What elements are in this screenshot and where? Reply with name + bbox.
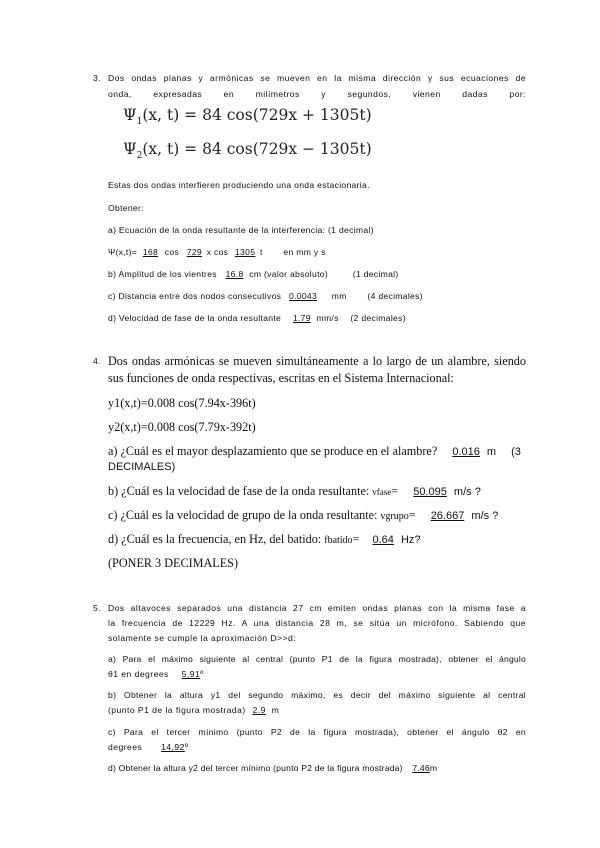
question-5d-text: d) Obtener la altura y2 del tercer mínimo (punto P2 de la figura mostrada): [108, 763, 403, 773]
problem-5-question-b-line-2: [108, 705, 279, 715]
equation-psi-2-lhs: Ψ: [123, 140, 137, 158]
problem-5-line-3: solamente se cumple la aproximación D>>d:: [108, 633, 297, 643]
problem-3-line-2: onda, expresadas en milímetros y segundos, vienen dadas por:: [108, 89, 526, 99]
problem-5-question-c-line-1: c) Para el tercer mínimo (punto P2 de la figura mostrada), obtener el ángulo θ2 en: [108, 727, 526, 737]
problem-4-question-c: [108, 508, 498, 523]
problem-4-question-a: [108, 444, 521, 459]
problem-3-number: 3.: [93, 73, 102, 83]
problem-4-line-1: Dos ondas armónicas se mueven simultáneamente a lo largo de un alambre, siendo: [108, 354, 526, 368]
question-5b-unit: m: [271, 705, 280, 715]
question-4a-unit: m: [486, 446, 497, 458]
problem-3-line-1: Dos ondas planas y armónicas se mueven en la misma dirección y sus ecuaciones de: [108, 73, 526, 83]
problem-4-question-d: [108, 532, 421, 547]
question-4c-symbol: vgrupo: [380, 511, 409, 522]
problem-3-question-a: a) Ecuación de la onda resultante de la interferencia: (1 decimal): [108, 225, 374, 235]
problem-3-question-d: [108, 313, 406, 323]
question-b-unit: cm (valor absoluto): [249, 269, 329, 279]
question-4b-unit: m/s ?: [453, 486, 481, 498]
question-4b-equals: =: [391, 484, 399, 498]
question-4d-text: d) ¿Cuál es la frecuencia, en Hz, del batido:: [108, 532, 322, 546]
psi-omega-answer[interactable]: 1305: [234, 247, 256, 257]
question-5c-unit: º: [184, 742, 189, 752]
psi-prefix: Ψ(x,t)=: [108, 247, 138, 257]
equation-psi-2-rest: (x, t) = 84 cos(729x − 1305t): [142, 140, 372, 158]
psi-t: t: [260, 247, 263, 257]
problem-5-question-b-line-1: b) Obtener la altura y1 del segundo máximo, es decir del máximo siguiente al central: [108, 690, 526, 700]
problem-5-number: 5.: [93, 603, 102, 613]
question-5d-unit: m: [429, 763, 438, 773]
problem-5-line-1: Dos altavoces separados una distancia 27 cm emiten ondas planas con la misma fase a: [108, 603, 526, 613]
problem-5-question-c-line-2: [108, 742, 188, 752]
problem-3-intro: Estas dos ondas interfieren produciendo una onda estacionaria.: [108, 180, 370, 190]
question-4b-symbol: vfase: [372, 487, 392, 497]
angle-theta-1-answer[interactable]: 5,91: [181, 669, 201, 679]
problem-4-number: 4.: [93, 356, 101, 366]
problem-5-line-2: la frecuencia de 12229 Hz. A una distancia 28 m, se sitúa un micrófono. Sabiendo que: [108, 618, 526, 628]
problem-4-note: (PONER 3 DECIMALES): [108, 556, 238, 570]
question-4d-unit: Hz?: [400, 534, 421, 546]
angle-theta-2-answer[interactable]: 14,92: [161, 742, 185, 752]
beat-frequency-answer[interactable]: 0.64: [372, 534, 394, 546]
question-b-text: b) Amplitud de los vientres: [108, 269, 217, 279]
question-c-unit: mm: [331, 291, 347, 301]
problem-3-psi-answer-row: [108, 247, 326, 257]
question-4a-text: a) ¿Cuál es el mayor desplazamiento que se produce en el alambre?: [108, 444, 438, 458]
equation-psi-1-sub: 1: [136, 117, 143, 128]
psi-amplitude-answer[interactable]: 168: [142, 247, 159, 257]
problem-3-question-b: [108, 269, 399, 279]
equation-psi-1-lhs: Ψ: [123, 106, 137, 124]
psi-mid: x cos: [206, 247, 229, 257]
problem-4-question-b: [108, 484, 481, 499]
phase-velocity-answer[interactable]: 1.79: [292, 313, 311, 323]
problem-3-obtener: Obtener:: [108, 203, 144, 213]
problem-5-question-a-line-2: [108, 669, 204, 679]
question-4c-unit: m/s ?: [471, 510, 499, 522]
problem-5-question-d: [108, 763, 437, 773]
max-displacement-answer[interactable]: 0.016: [452, 446, 480, 458]
question-4a-note: (3: [511, 446, 521, 458]
problem-5-question-a-line-1: a) Para el máximo siguiente al central (punto P1 de la figura mostrada), obtener el ángulo: [108, 654, 526, 664]
psi-cos-1: cos: [164, 247, 180, 257]
psi-units: en mm y s: [283, 247, 326, 257]
question-d-note: (2 decimales): [350, 313, 406, 323]
equation-psi-2: [123, 140, 372, 161]
equation-psi-1-rest: (x, t) = 84 cos(729x + 1305t): [142, 106, 372, 124]
equation-psi-1: [123, 106, 372, 127]
question-d-unit: mm/s: [316, 313, 339, 323]
equation-psi-2-sub: 2: [136, 151, 143, 162]
psi-k-answer[interactable]: 729: [186, 247, 202, 257]
question-d-text: d) Velocidad de fase de la onda resultante: [108, 313, 282, 323]
question-5b-text: (punto P1 de la figura mostrada): [108, 705, 246, 715]
question-5a-text: θ1 en degrees: [108, 669, 169, 679]
question-5c-text: degrees: [108, 742, 143, 752]
question-c-text: c) Distancia entre dos nodos consecutivos: [108, 291, 282, 301]
amplitude-answer[interactable]: 16.8: [225, 269, 244, 279]
question-5a-unit: º: [200, 669, 204, 679]
question-4d-equals: =: [352, 532, 360, 546]
question-4c-equals: =: [408, 508, 416, 522]
height-y2-answer[interactable]: 7.46: [412, 763, 430, 773]
question-4c-text: c) ¿Cuál es la velocidad de grupo de la onda resultante:: [108, 508, 378, 522]
problem-3-question-c: [108, 291, 423, 301]
question-4b-text: b) ¿Cuál es la velocidad de fase de la onda resultante:: [108, 484, 370, 498]
wave-y2: y2(x,t)=0.008 cos(7.79x-392t): [108, 420, 256, 434]
question-4d-symbol: fbatido: [324, 535, 353, 546]
question-4a-note-2: DECIMALES): [108, 461, 176, 473]
phase-velocity-4-answer[interactable]: 50.095: [413, 486, 447, 498]
node-distance-answer[interactable]: 0.0043: [288, 291, 318, 301]
height-y1-answer[interactable]: 2.9: [252, 705, 266, 715]
question-c-note: (4 decimales): [367, 291, 423, 301]
wave-y1: y1(x,t)=0.008 cos(7.94x-396t): [108, 396, 256, 410]
question-b-note: (1 decimal): [352, 269, 399, 279]
problem-4-line-2: sus funciones de onda respectivas, escritas en el Sistema Internacional:: [108, 371, 454, 385]
group-velocity-answer[interactable]: 26.667: [430, 510, 465, 522]
